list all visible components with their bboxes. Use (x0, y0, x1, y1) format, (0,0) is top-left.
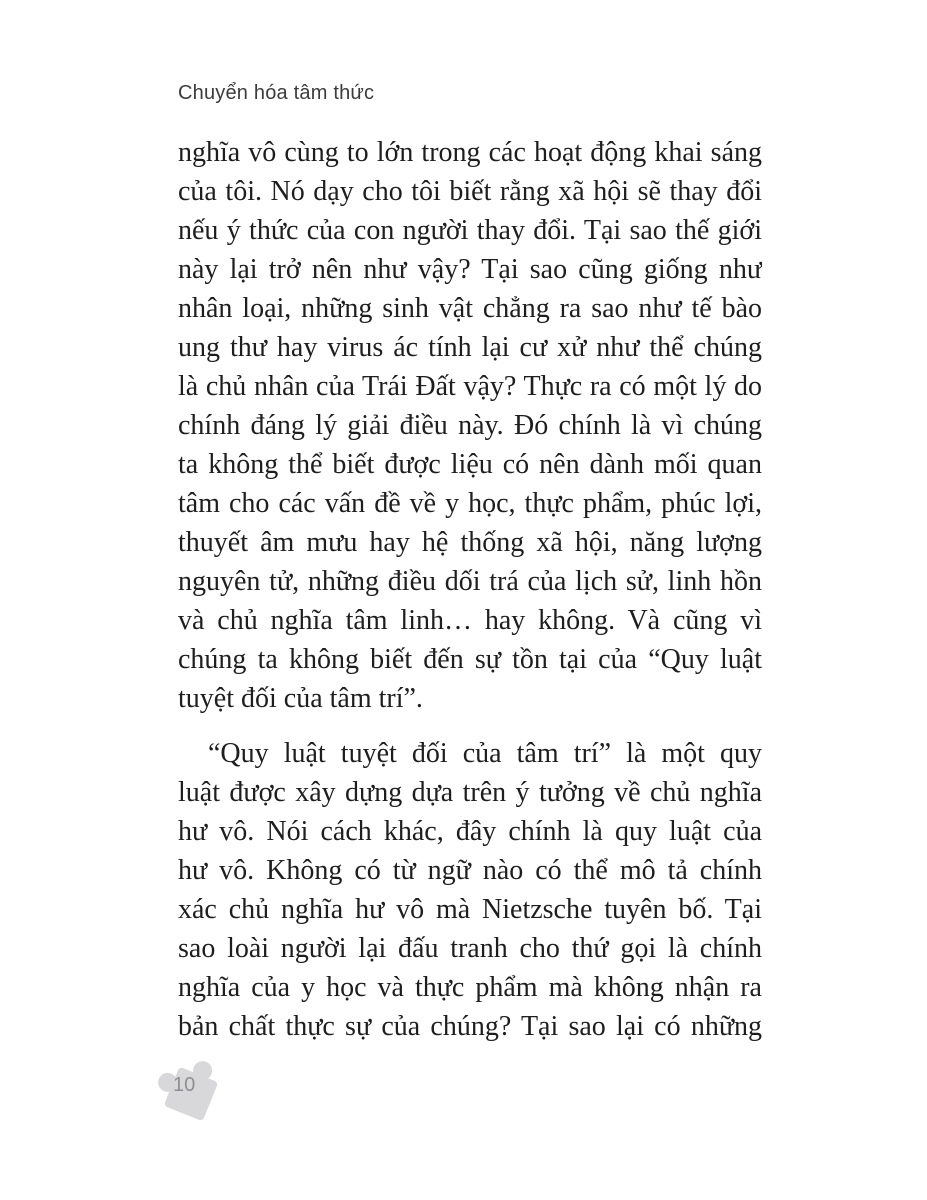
text-line: nghĩa vô cùng to lớn trong các hoạt động khai sáng (178, 137, 762, 168)
text-line: của tôi. Nó dạy cho tôi biết rằng xã hội sẽ thay đổi (178, 176, 762, 207)
paragraph-2 (178, 734, 762, 1046)
text-line: ung thư hay virus ác tính lại cư xử như thể chúng (178, 332, 762, 363)
text-line: này lại trở nên như vậy? Tại sao cũng giống như (178, 254, 762, 285)
text-line: luật được xây dựng dựa trên ý tưởng về chủ nghĩa (178, 777, 762, 808)
running-header-title: Chuyển hóa tâm thức (178, 82, 375, 104)
text-line: sao loài người lại đấu tranh cho thứ gọi là chính (178, 933, 762, 964)
text-line: hư vô. Nói cách khác, đây chính là quy luật của (178, 816, 762, 847)
text-line: ta không thể biết được liệu có nên dành mối quan (178, 449, 762, 480)
text-line: nhân loại, những sinh vật chẳng ra sao như tế bào (178, 293, 762, 324)
text-line: thuyết âm mưu hay hệ thống xã hội, năng lượng (178, 527, 762, 558)
page-footer (148, 1052, 238, 1132)
body-text (178, 133, 762, 1046)
page-number: 10 (173, 1074, 196, 1096)
text-line: và chủ nghĩa tâm linh… hay không. Và cũng vì (178, 605, 762, 636)
text-line: nghĩa của y học và thực phẩm mà không nhận ra (178, 972, 762, 1003)
text-line: xác chủ nghĩa hư vô mà Nietzsche tuyên bố. Tại (178, 894, 762, 925)
text-line: chính đáng lý giải điều này. Đó chính là vì chúng (178, 410, 762, 441)
text-line: “Quy luật tuyệt đối của tâm trí” là một quy (208, 738, 762, 769)
text-line: nguyên tử, những điều dối trá của lịch sử, linh hồn (178, 566, 762, 597)
text-line: tuyệt đối của tâm trí”. (178, 683, 423, 714)
text-line: bản chất thực sự của chúng? Tại sao lại có những (178, 1011, 762, 1042)
text-line: chúng ta không biết đến sự tồn tại của “Quy luật (178, 644, 762, 675)
paragraph-1 (178, 133, 762, 718)
text-line: tâm cho các vấn đề về y học, thực phẩm, phúc lợi, (178, 488, 762, 519)
text-line: nếu ý thức của con người thay đổi. Tại sao thế giới (178, 215, 762, 246)
text-line: là chủ nhân của Trái Đất vậy? Thực ra có một lý do (178, 371, 762, 402)
text-line: hư vô. Không có từ ngữ nào có thể mô tả chính (178, 855, 762, 886)
